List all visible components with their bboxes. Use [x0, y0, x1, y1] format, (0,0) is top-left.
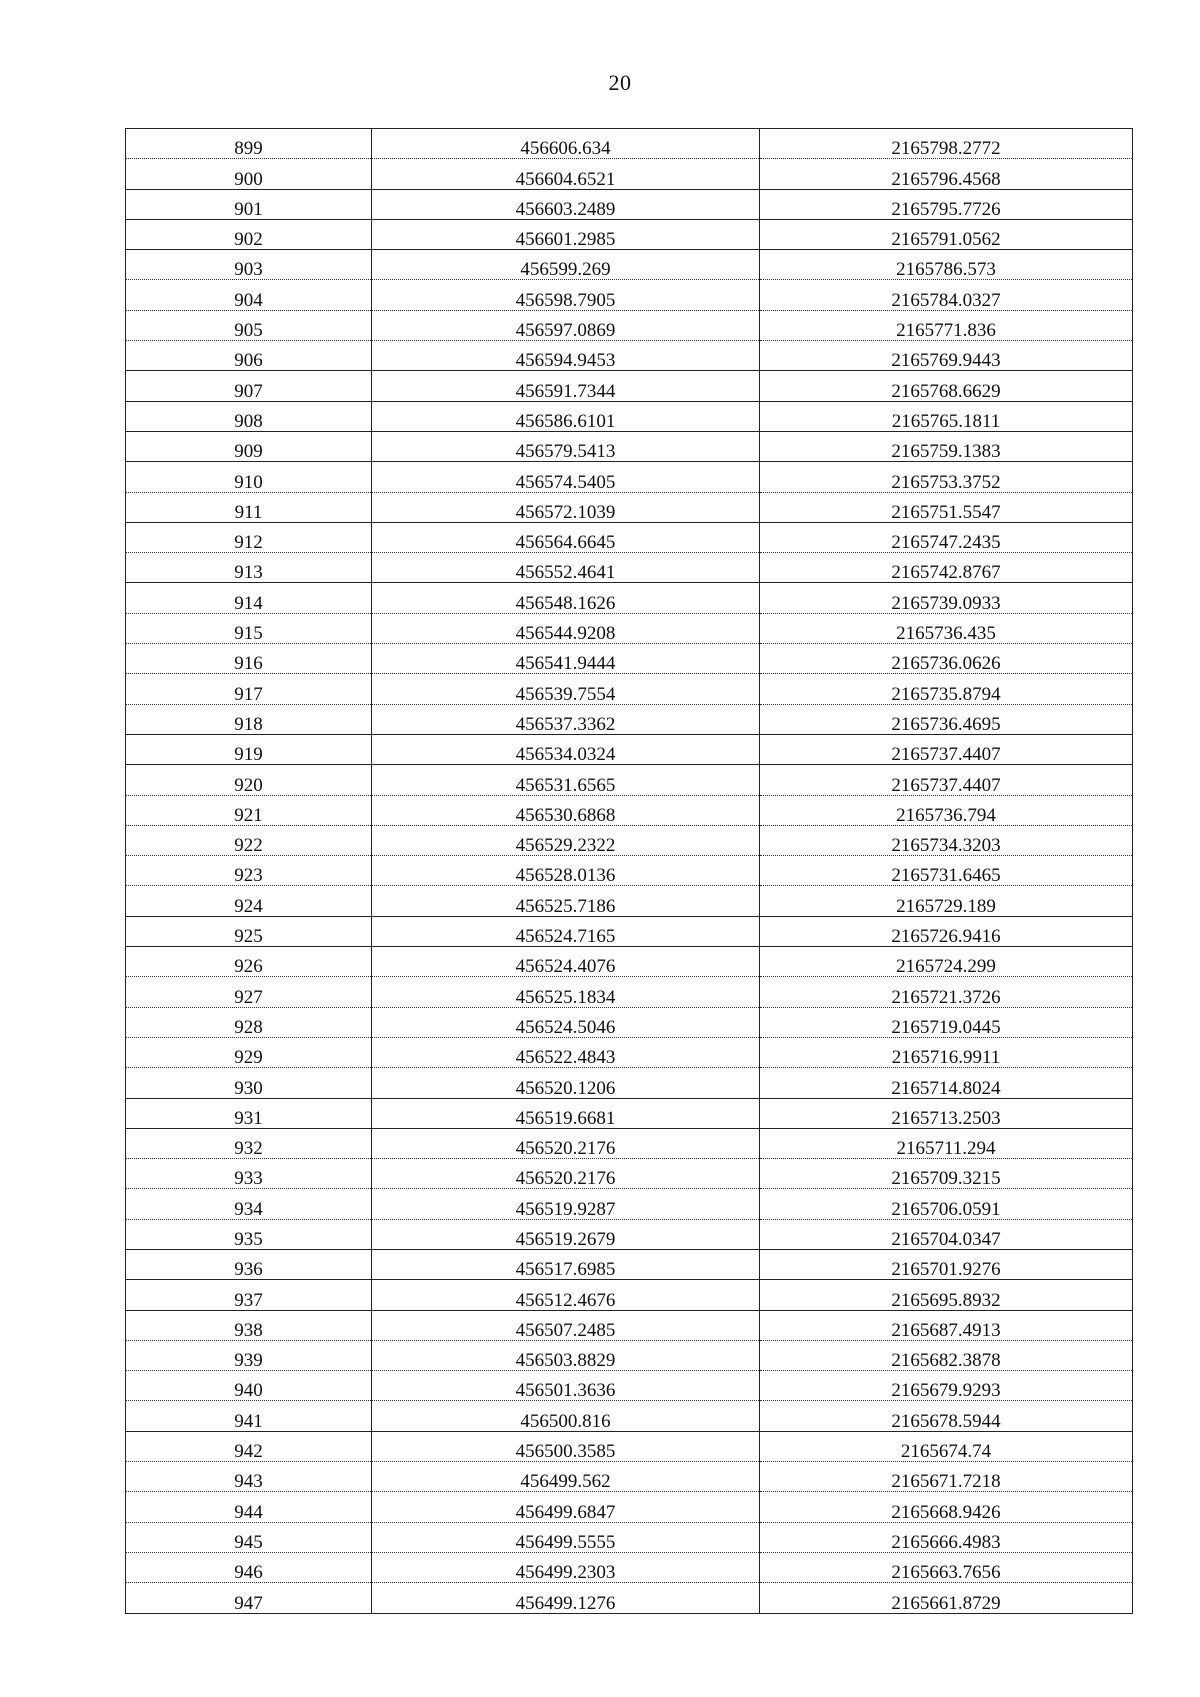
y-coordinate-cell: 2165796.4568: [760, 159, 1133, 189]
x-coordinate-cell: 456520.2176: [372, 1128, 760, 1158]
x-coordinate-cell: 456601.2985: [372, 219, 760, 249]
table-row: [126, 1249, 1133, 1279]
table-row: [126, 310, 1133, 340]
y-coordinate-cell: 2165714.8024: [760, 1068, 1133, 1098]
point-number-cell: 946: [126, 1552, 372, 1582]
point-number-cell: 943: [126, 1462, 372, 1492]
y-coordinate-cell: 2165742.8767: [760, 553, 1133, 583]
page-number: 20: [608, 70, 632, 95]
table-row: [126, 1280, 1133, 1310]
table-row: [126, 916, 1133, 946]
y-coordinate-cell: 2165731.6465: [760, 856, 1133, 886]
point-number-cell: 923: [126, 856, 372, 886]
y-coordinate-cell: 2165768.6629: [760, 371, 1133, 401]
y-coordinate-cell: 2165679.9293: [760, 1371, 1133, 1401]
x-coordinate-cell: 456499.5555: [372, 1522, 760, 1552]
table-row: [126, 522, 1133, 552]
point-number-cell: 921: [126, 795, 372, 825]
y-coordinate-cell: 2165711.294: [760, 1128, 1133, 1158]
point-number-cell: 905: [126, 310, 372, 340]
point-number-cell: 909: [126, 431, 372, 461]
coordinates-table: [125, 128, 1133, 1614]
y-coordinate-cell: 2165682.3878: [760, 1340, 1133, 1370]
x-coordinate-cell: 456544.9208: [372, 613, 760, 643]
table-row: [126, 1037, 1133, 1067]
point-number-cell: 927: [126, 977, 372, 1007]
table-row: [126, 825, 1133, 855]
table-row: [126, 1219, 1133, 1249]
point-number-cell: 947: [126, 1583, 372, 1613]
x-coordinate-cell: 456586.6101: [372, 401, 760, 431]
table-row: [126, 704, 1133, 734]
table-row: [126, 977, 1133, 1007]
y-coordinate-cell: 2165678.5944: [760, 1401, 1133, 1431]
y-coordinate-cell: 2165726.9416: [760, 916, 1133, 946]
x-coordinate-cell: 456519.9287: [372, 1189, 760, 1219]
table-row: [126, 583, 1133, 613]
x-coordinate-cell: 456574.5405: [372, 462, 760, 492]
y-coordinate-cell: 2165721.3726: [760, 977, 1133, 1007]
point-number-cell: 939: [126, 1340, 372, 1370]
y-coordinate-cell: 2165736.435: [760, 613, 1133, 643]
y-coordinate-cell: 2165704.0347: [760, 1219, 1133, 1249]
point-number-cell: 908: [126, 401, 372, 431]
x-coordinate-cell: 456531.6565: [372, 765, 760, 795]
y-coordinate-cell: 2165666.4983: [760, 1522, 1133, 1552]
x-coordinate-cell: 456552.4641: [372, 553, 760, 583]
table-row: [126, 1462, 1133, 1492]
x-coordinate-cell: 456606.634: [372, 129, 760, 159]
y-coordinate-cell: 2165736.794: [760, 795, 1133, 825]
x-coordinate-cell: 456548.1626: [372, 583, 760, 613]
x-coordinate-cell: 456522.4843: [372, 1037, 760, 1067]
x-coordinate-cell: 456503.8829: [372, 1340, 760, 1370]
table-row: [126, 1098, 1133, 1128]
y-coordinate-cell: 2165795.7726: [760, 189, 1133, 219]
point-number-cell: 913: [126, 553, 372, 583]
table-row: [126, 1159, 1133, 1189]
y-coordinate-cell: 2165687.4913: [760, 1310, 1133, 1340]
point-number-cell: 916: [126, 644, 372, 674]
point-number-cell: 934: [126, 1189, 372, 1219]
y-coordinate-cell: 2165663.7656: [760, 1552, 1133, 1582]
x-coordinate-cell: 456500.3585: [372, 1431, 760, 1461]
table-row: [126, 613, 1133, 643]
x-coordinate-cell: 456591.7344: [372, 371, 760, 401]
x-coordinate-cell: 456524.5046: [372, 1007, 760, 1037]
point-number-cell: 944: [126, 1492, 372, 1522]
y-coordinate-cell: 2165737.4407: [760, 765, 1133, 795]
y-coordinate-cell: 2165729.189: [760, 886, 1133, 916]
x-coordinate-cell: 456512.4676: [372, 1280, 760, 1310]
table-row: [126, 1431, 1133, 1461]
x-coordinate-cell: 456499.562: [372, 1462, 760, 1492]
x-coordinate-cell: 456530.6868: [372, 795, 760, 825]
x-coordinate-cell: 456499.1276: [372, 1583, 760, 1613]
table-row: [126, 947, 1133, 977]
x-coordinate-cell: 456520.2176: [372, 1159, 760, 1189]
table-row: [126, 492, 1133, 522]
x-coordinate-cell: 456525.1834: [372, 977, 760, 1007]
point-number-cell: 924: [126, 886, 372, 916]
x-coordinate-cell: 456537.3362: [372, 704, 760, 734]
x-coordinate-cell: 456525.7186: [372, 886, 760, 916]
point-number-cell: 911: [126, 492, 372, 522]
point-number-cell: 907: [126, 371, 372, 401]
table-row: [126, 1552, 1133, 1582]
point-number-cell: 922: [126, 825, 372, 855]
coordinates-table-body: [126, 129, 1133, 1614]
point-number-cell: 906: [126, 341, 372, 371]
y-coordinate-cell: 2165706.0591: [760, 1189, 1133, 1219]
table-row: [126, 1310, 1133, 1340]
y-coordinate-cell: 2165786.573: [760, 250, 1133, 280]
y-coordinate-cell: 2165716.9911: [760, 1037, 1133, 1067]
x-coordinate-cell: 456507.2485: [372, 1310, 760, 1340]
table-row: [126, 1128, 1133, 1158]
point-number-cell: 928: [126, 1007, 372, 1037]
table-row: [126, 1340, 1133, 1370]
point-number-cell: 915: [126, 613, 372, 643]
x-coordinate-cell: 456604.6521: [372, 159, 760, 189]
table-row: [126, 765, 1133, 795]
x-coordinate-cell: 456524.4076: [372, 947, 760, 977]
table-row: [126, 129, 1133, 159]
point-number-cell: 945: [126, 1522, 372, 1552]
point-number-cell: 935: [126, 1219, 372, 1249]
y-coordinate-cell: 2165739.0933: [760, 583, 1133, 613]
point-number-cell: 899: [126, 129, 372, 159]
table-row: [126, 553, 1133, 583]
point-number-cell: 937: [126, 1280, 372, 1310]
x-coordinate-cell: 456534.0324: [372, 734, 760, 764]
y-coordinate-cell: 2165701.9276: [760, 1249, 1133, 1279]
table-row: [126, 250, 1133, 280]
point-number-cell: 900: [126, 159, 372, 189]
point-number-cell: 917: [126, 674, 372, 704]
table-row: [126, 1522, 1133, 1552]
x-coordinate-cell: 456598.7905: [372, 280, 760, 310]
x-coordinate-cell: 456499.6847: [372, 1492, 760, 1522]
table-row: [126, 1007, 1133, 1037]
point-number-cell: 912: [126, 522, 372, 552]
y-coordinate-cell: 2165769.9443: [760, 341, 1133, 371]
point-number-cell: 918: [126, 704, 372, 734]
y-coordinate-cell: 2165747.2435: [760, 522, 1133, 552]
y-coordinate-cell: 2165713.2503: [760, 1098, 1133, 1128]
x-coordinate-cell: 456520.1206: [372, 1068, 760, 1098]
y-coordinate-cell: 2165791.0562: [760, 219, 1133, 249]
table-row: [126, 1189, 1133, 1219]
table-row: [126, 159, 1133, 189]
y-coordinate-cell: 2165784.0327: [760, 280, 1133, 310]
y-coordinate-cell: 2165798.2772: [760, 129, 1133, 159]
y-coordinate-cell: 2165724.299: [760, 947, 1133, 977]
x-coordinate-cell: 456603.2489: [372, 189, 760, 219]
point-number-cell: 920: [126, 765, 372, 795]
point-number-cell: 940: [126, 1371, 372, 1401]
y-coordinate-cell: 2165736.0626: [760, 644, 1133, 674]
table-row: [126, 341, 1133, 371]
x-coordinate-cell: 456499.2303: [372, 1552, 760, 1582]
y-coordinate-cell: 2165668.9426: [760, 1492, 1133, 1522]
point-number-cell: 903: [126, 250, 372, 280]
x-coordinate-cell: 456564.6645: [372, 522, 760, 552]
point-number-cell: 926: [126, 947, 372, 977]
point-number-cell: 942: [126, 1431, 372, 1461]
y-coordinate-cell: 2165765.1811: [760, 401, 1133, 431]
table-row: [126, 280, 1133, 310]
table-row: [126, 856, 1133, 886]
table-row: [126, 1068, 1133, 1098]
point-number-cell: 902: [126, 219, 372, 249]
y-coordinate-cell: 2165771.836: [760, 310, 1133, 340]
table-row: [126, 674, 1133, 704]
table-row: [126, 401, 1133, 431]
table-row: [126, 1583, 1133, 1613]
point-number-cell: 938: [126, 1310, 372, 1340]
y-coordinate-cell: 2165661.8729: [760, 1583, 1133, 1613]
table-row: [126, 644, 1133, 674]
table-row: [126, 371, 1133, 401]
point-number-cell: 933: [126, 1159, 372, 1189]
table-row: [126, 734, 1133, 764]
x-coordinate-cell: 456579.5413: [372, 431, 760, 461]
y-coordinate-cell: 2165751.5547: [760, 492, 1133, 522]
point-number-cell: 941: [126, 1401, 372, 1431]
y-coordinate-cell: 2165735.8794: [760, 674, 1133, 704]
y-coordinate-cell: 2165719.0445: [760, 1007, 1133, 1037]
x-coordinate-cell: 456524.7165: [372, 916, 760, 946]
point-number-cell: 932: [126, 1128, 372, 1158]
x-coordinate-cell: 456539.7554: [372, 674, 760, 704]
x-coordinate-cell: 456529.2322: [372, 825, 760, 855]
x-coordinate-cell: 456501.3636: [372, 1371, 760, 1401]
point-number-cell: 929: [126, 1037, 372, 1067]
table-row: [126, 886, 1133, 916]
table-row: [126, 189, 1133, 219]
point-number-cell: 930: [126, 1068, 372, 1098]
point-number-cell: 936: [126, 1249, 372, 1279]
x-coordinate-cell: 456599.269: [372, 250, 760, 280]
x-coordinate-cell: 456572.1039: [372, 492, 760, 522]
y-coordinate-cell: 2165737.4407: [760, 734, 1133, 764]
y-coordinate-cell: 2165736.4695: [760, 704, 1133, 734]
x-coordinate-cell: 456597.0869: [372, 310, 760, 340]
point-number-cell: 919: [126, 734, 372, 764]
y-coordinate-cell: 2165671.7218: [760, 1462, 1133, 1492]
y-coordinate-cell: 2165695.8932: [760, 1280, 1133, 1310]
table-row: [126, 219, 1133, 249]
point-number-cell: 910: [126, 462, 372, 492]
x-coordinate-cell: 456528.0136: [372, 856, 760, 886]
x-coordinate-cell: 456519.2679: [372, 1219, 760, 1249]
y-coordinate-cell: 2165753.3752: [760, 462, 1133, 492]
point-number-cell: 914: [126, 583, 372, 613]
x-coordinate-cell: 456594.9453: [372, 341, 760, 371]
x-coordinate-cell: 456500.816: [372, 1401, 760, 1431]
y-coordinate-cell: 2165709.3215: [760, 1159, 1133, 1189]
point-number-cell: 901: [126, 189, 372, 219]
x-coordinate-cell: 456541.9444: [372, 644, 760, 674]
table-row: [126, 431, 1133, 461]
table-row: [126, 1492, 1133, 1522]
x-coordinate-cell: 456517.6985: [372, 1249, 760, 1279]
point-number-cell: 904: [126, 280, 372, 310]
table-row: [126, 462, 1133, 492]
y-coordinate-cell: 2165734.3203: [760, 825, 1133, 855]
table-row: [126, 1371, 1133, 1401]
y-coordinate-cell: 2165674.74: [760, 1431, 1133, 1461]
table-row: [126, 795, 1133, 825]
point-number-cell: 925: [126, 916, 372, 946]
point-number-cell: 931: [126, 1098, 372, 1128]
table-row: [126, 1401, 1133, 1431]
y-coordinate-cell: 2165759.1383: [760, 431, 1133, 461]
x-coordinate-cell: 456519.6681: [372, 1098, 760, 1128]
